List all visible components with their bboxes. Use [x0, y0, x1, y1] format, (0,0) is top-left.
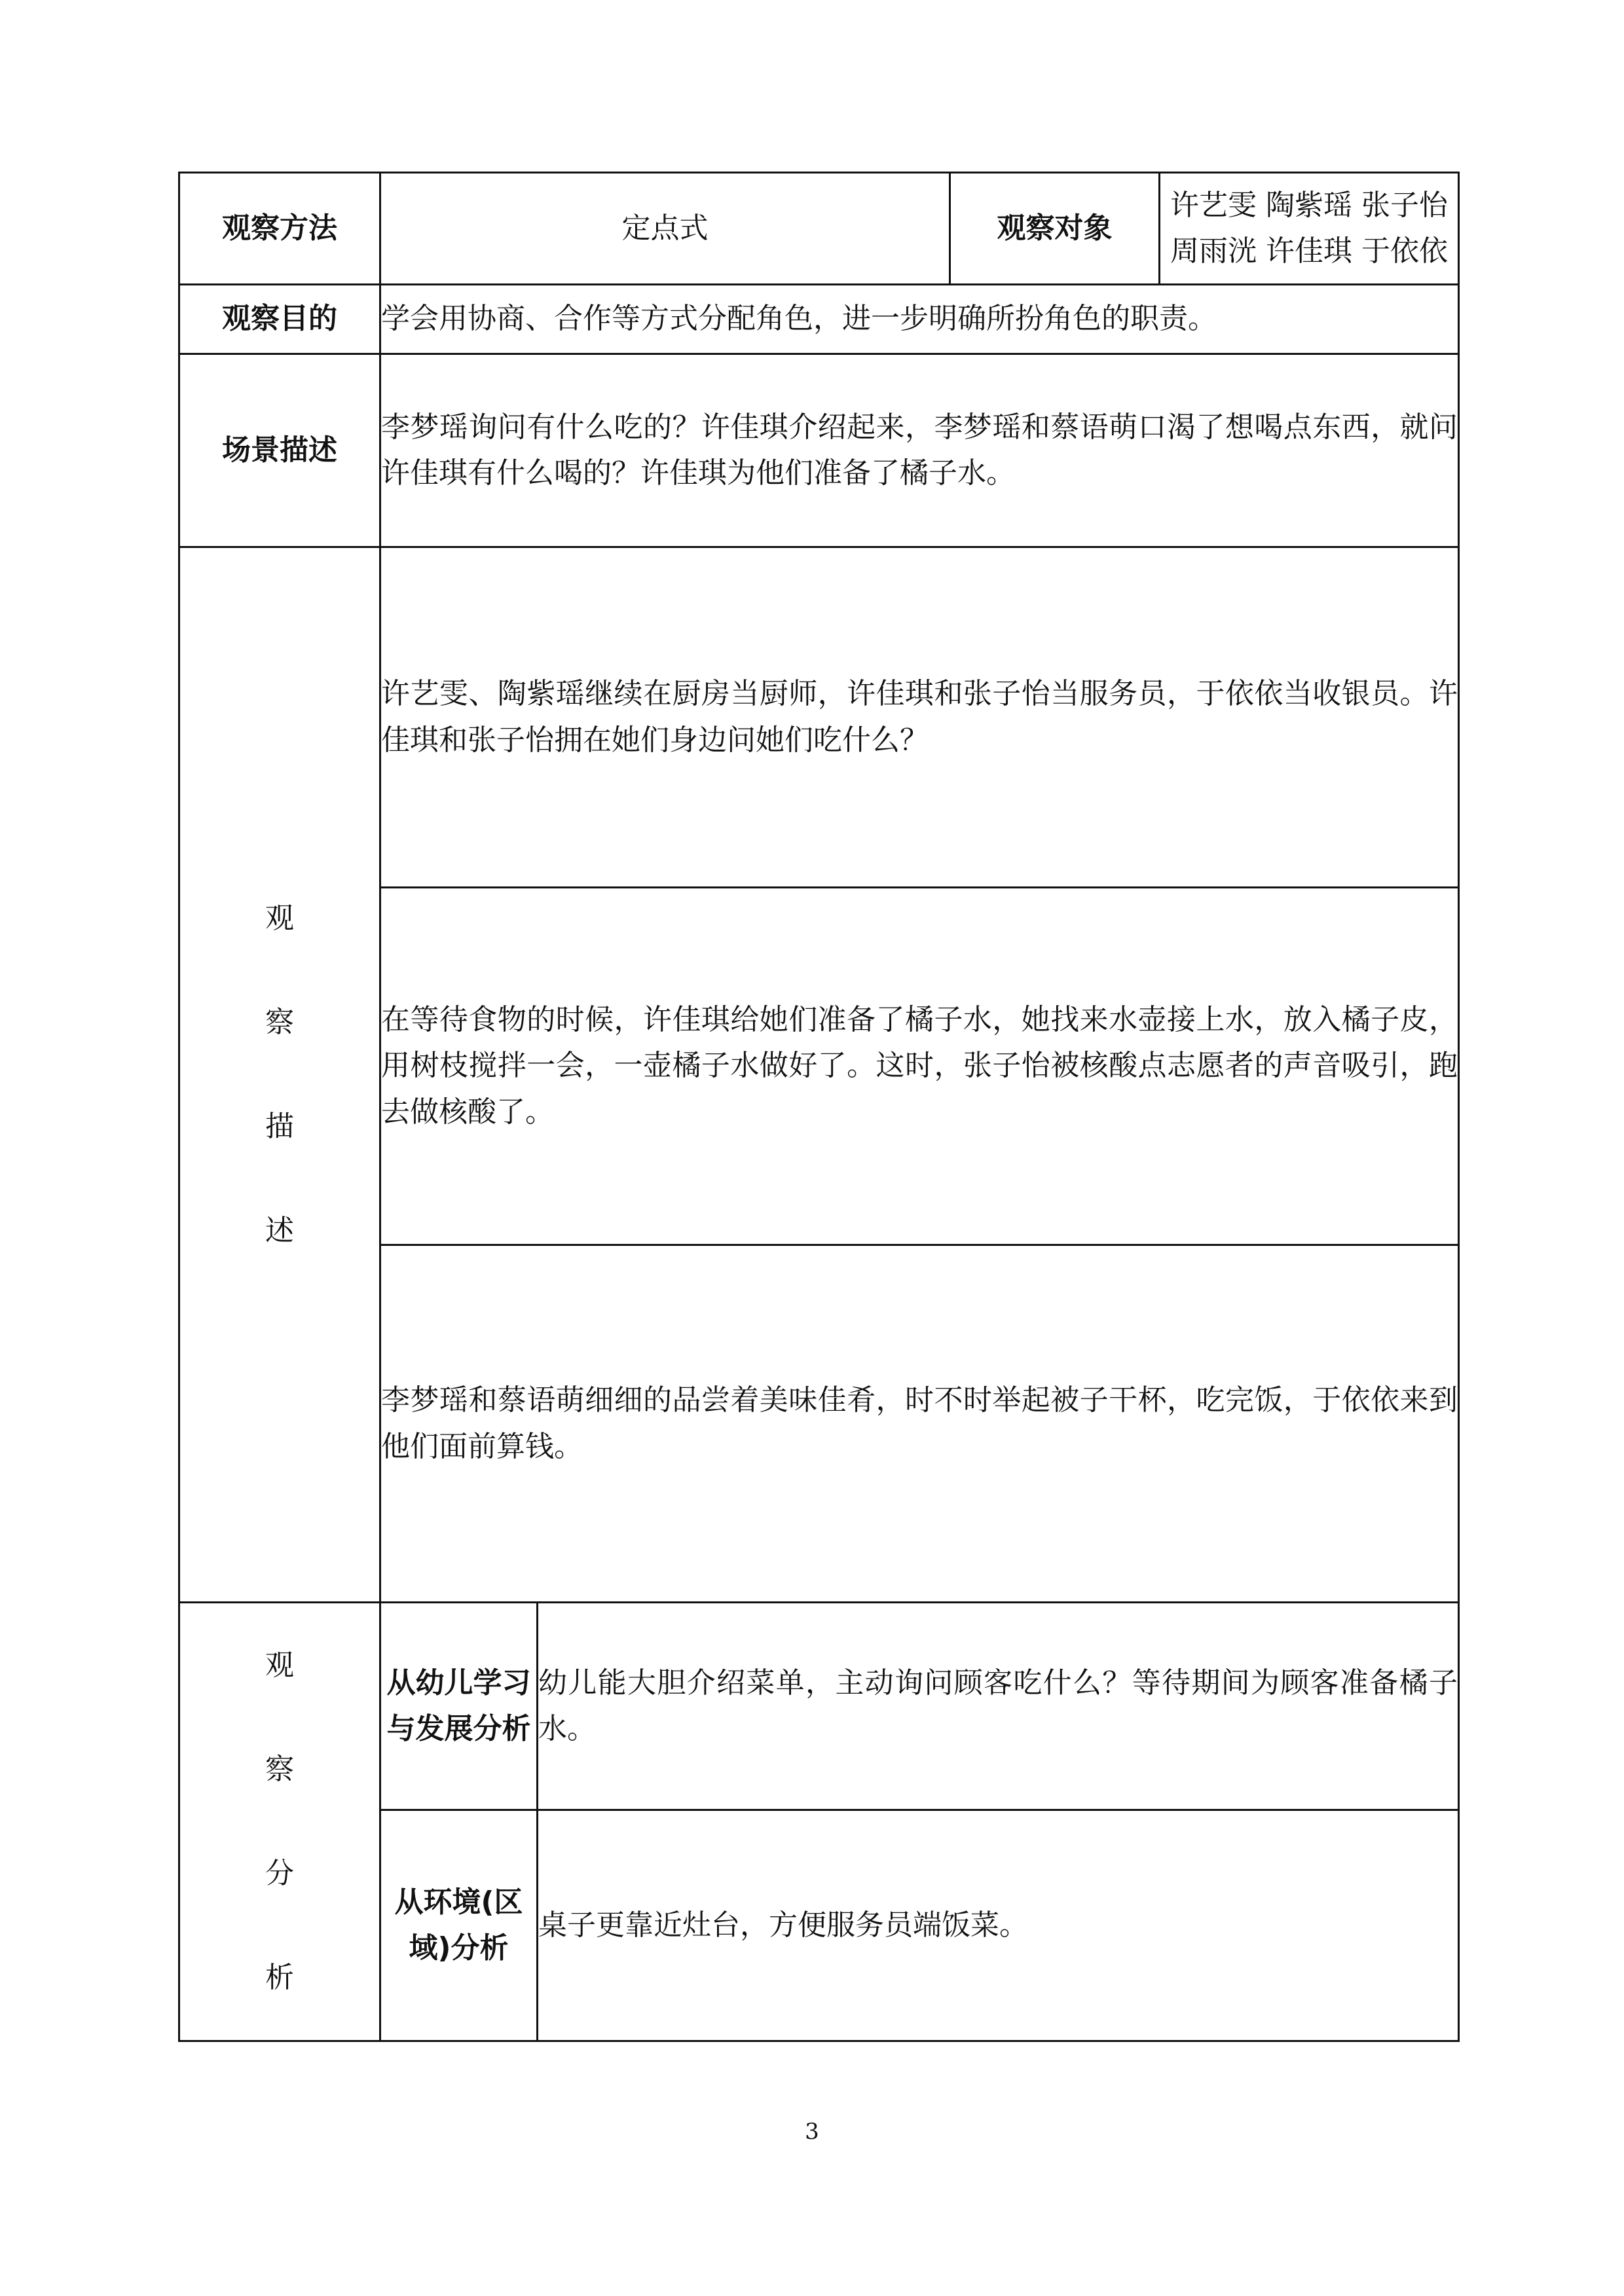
- page-number: 3: [805, 2119, 819, 2145]
- scene-row: [179, 354, 1459, 547]
- analysis-label-char: 分: [265, 1857, 294, 1890]
- description-label-char: 观: [265, 902, 294, 935]
- analysis-label: [179, 1603, 380, 2041]
- method-label: 观察方法: [179, 173, 380, 285]
- observation-table: [178, 172, 1460, 2042]
- description-label-char: 述: [265, 1214, 294, 1247]
- description-row-1: [179, 547, 1459, 888]
- description-paragraph: 李梦瑶和蔡语萌细细的品尝着美味佳肴，时不时举起被子干杯，吃完饭，于依依来到他们面前算钱。: [380, 1245, 1459, 1603]
- analysis-label-char: 察: [265, 1753, 294, 1786]
- description-paragraph: 许艺雯、陶紫瑶继续在厨房当厨师，许佳琪和张子怡当服务员，于依依当收银员。许佳琪和张子怡拥在她们身边问她们吃什么？: [380, 547, 1459, 888]
- scene-label: 场景描述: [179, 354, 380, 547]
- target-value: 许艺雯 陶紫瑶 张子怡 周雨洸 许佳琪 于依依: [1160, 173, 1459, 285]
- analysis-value: 桌子更靠近灶台，方便服务员端饭菜。: [538, 1810, 1459, 2041]
- purpose-row: [179, 285, 1459, 354]
- purpose-value: 学会用协商、合作等方式分配角色，进一步明确所扮角色的职责。: [380, 285, 1459, 354]
- analysis-label-char: 观: [265, 1649, 294, 1682]
- description-label-char: 描: [265, 1110, 294, 1143]
- description-label: [179, 547, 380, 1603]
- target-label: 观察对象: [950, 173, 1160, 285]
- method-value: 定点式: [380, 173, 950, 285]
- scene-value: 李梦瑶询问有什么吃的？许佳琪介绍起来，李梦瑶和蔡语萌口渴了想喝点东西，就问许佳琪有什么喝的？许佳琪为他们准备了橘子水。: [380, 354, 1459, 547]
- method-row: [179, 173, 1459, 285]
- analysis-row-1: [179, 1603, 1459, 1810]
- description-label-char: 察: [265, 1006, 294, 1039]
- analysis-sublabel: 从环境(区域)分析: [380, 1810, 538, 2041]
- analysis-label-char: 析: [265, 1961, 294, 1994]
- description-paragraph: 在等待食物的时候，许佳琪给她们准备了橘子水，她找来水壶接上水，放入橘子皮，用树枝搅拌一会，一壶橘子水做好了。这时，张子怡被核酸点志愿者的声音吸引，跑去做核酸了。: [380, 888, 1459, 1245]
- analysis-sublabel: 从幼儿学习与发展分析: [380, 1603, 538, 1810]
- purpose-label: 观察目的: [179, 285, 380, 354]
- analysis-value: 幼儿能大胆介绍菜单，主动询问顾客吃什么？等待期间为顾客准备橘子水。: [538, 1603, 1459, 1810]
